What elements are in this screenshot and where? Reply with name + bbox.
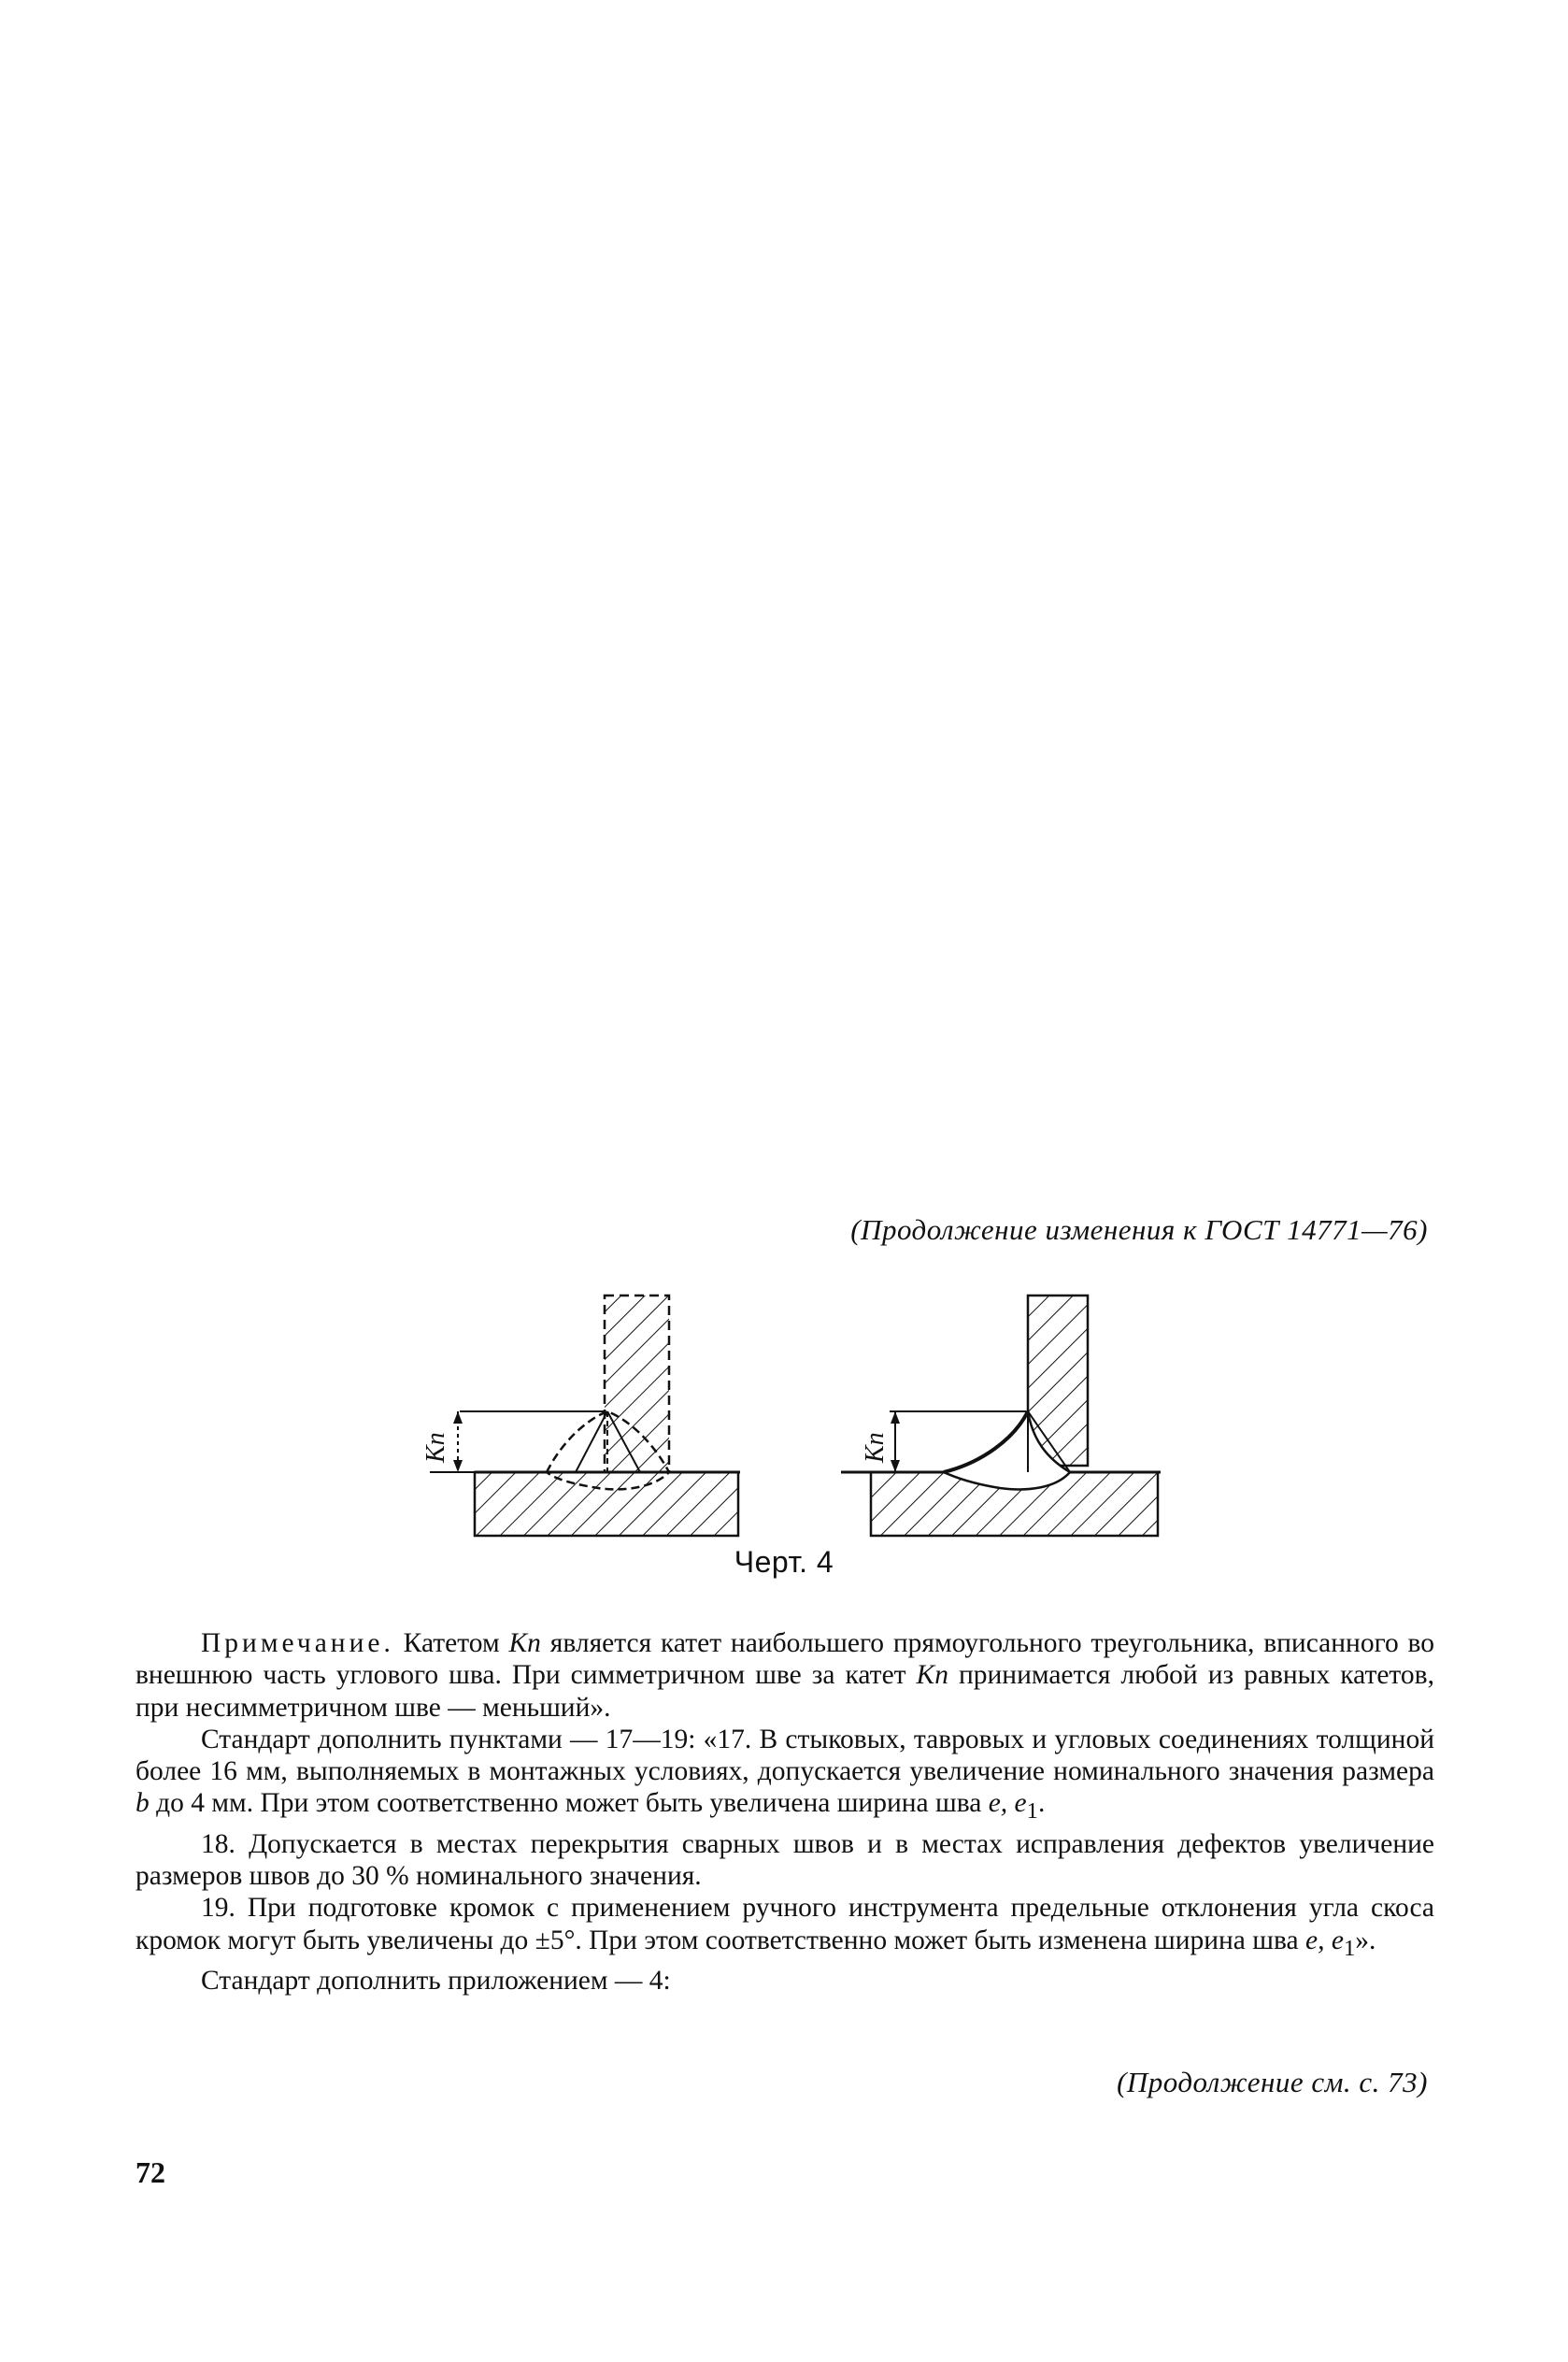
- figure-caption: Черт. 4: [734, 1545, 834, 1579]
- kp-symbol: Kп: [916, 1660, 948, 1691]
- continuation-note: (Продолжение см. с. 73): [1117, 2066, 1428, 2098]
- note-paragraph: Примечание. Катетом Kп является катет наибольшего прямоугольного треугольника, вписанного во внешнюю часть углового шва. При симметричном шве за катет Kп принимается любой из равных катетов, при несимметричном шве — меньший».: [135, 1628, 1435, 1723]
- paragraph-17: Стандарт дополнить пунктами — 17—19: «17. В стыковых, тавровых и угловых соединениях толщиной более 16 мм, выполняемых в монтажных условиях, допускается увеличение номинального значения размера b до 4 мм. При этом соответственно может быть увеличена ширина шва e, $e_1$.: [135, 1724, 1434, 1825]
- figure-fillet-welds: [374, 1281, 1196, 1561]
- note-heading: Примечание.: [201, 1628, 394, 1658]
- page-header: (Продолжение изменения к ГОСТ 14771—76): [850, 1213, 1428, 1246]
- body-text: [135, 1627, 1434, 1997]
- left-vertical-plate: [605, 1296, 669, 1472]
- weld-drawing: [374, 1281, 1196, 1561]
- left-kp-label: Kп: [421, 1432, 450, 1463]
- asymmetric-weld-diagram: [841, 1296, 1161, 1536]
- paragraph-18: 18. Допускается в местах перекрытия сварных швов и в местах исправления дефектов увеличение размеров швов до 30 % номинального значения.: [135, 1828, 1434, 1891]
- kp-symbol: Kп: [508, 1628, 541, 1658]
- paragraph-appendix: Стандарт дополнить приложением — 4:: [201, 1965, 671, 1996]
- paragraph-19: 19. При подготовке кромок с применением ручного инструмента предельные отклонения угла скоса кромок могут быть увеличены до ±5°. При этом соответственно может быть изменена ширина шва e, $e_1$».: [135, 1893, 1434, 1961]
- right-kp-label: Kп: [861, 1432, 890, 1463]
- left-base-plate: [475, 1472, 738, 1536]
- symmetric-weld-diagram: [421, 1296, 740, 1536]
- page-number: 72: [135, 2155, 165, 2189]
